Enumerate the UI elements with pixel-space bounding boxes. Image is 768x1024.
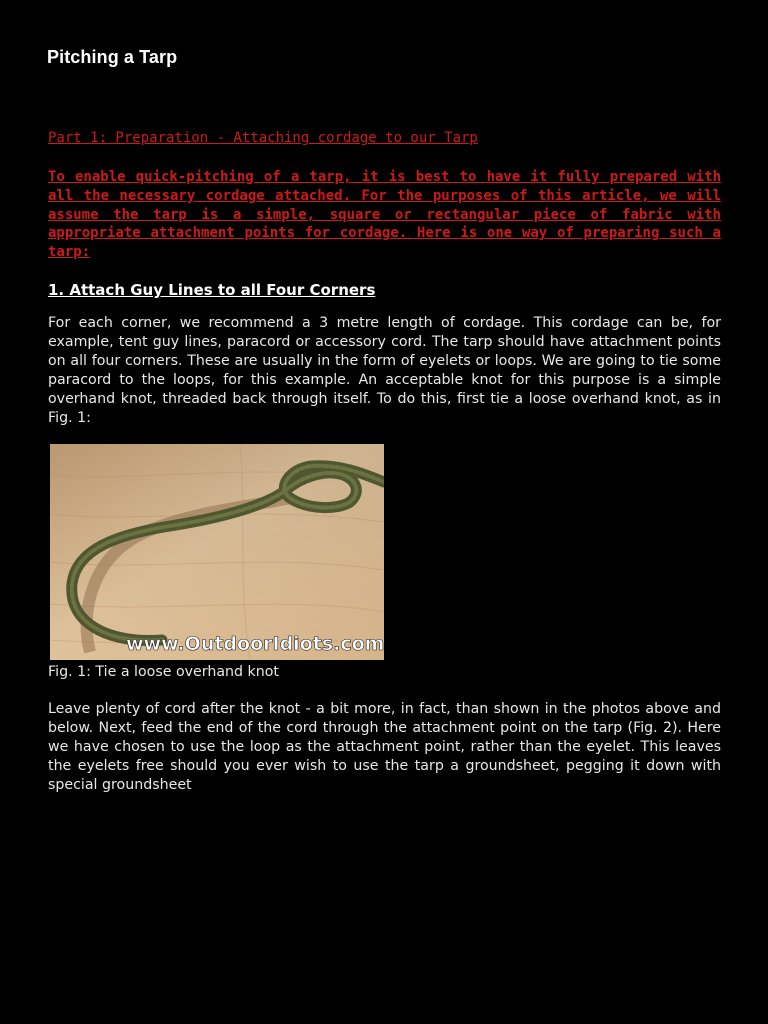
document-title: Pitching a Tarp: [47, 47, 178, 67]
document-content: [48, 128, 721, 795]
step-heading: 1. Attach Guy Lines to all Four Corners: [48, 280, 376, 299]
paragraph-1: For each corner, we recommend a 3 metre length of cordage. This cordage can be, for example, tent guy lines, paracord or accessory cord. The tarp should have attachment points on all four corners. These are usually in the form of eyelets or loops. We are going to tie some paracord to the loops, for this example. An acceptable knot for this purpose is a simple overhand knot, threaded back through itself. To do this, first tie a loose overhand knot, as in Fig. 1:: [48, 314, 721, 426]
part-heading-link[interactable]: Part 1: Preparation - Attaching cordage to our Tarp: [48, 130, 478, 146]
intro-link[interactable]: To enable quick-pitching of a tarp, it is best to have it fully prepared with all the necessary cordage attached. For the purposes of this article, we will assume the tarp is a simple, square or rectangular piece of fabric with appropriate attachment points for cordage. Here is one way of preparing such a tarp:: [48, 169, 721, 261]
figure-1-caption: Fig. 1: Tie a loose overhand knot: [48, 663, 279, 680]
figure-watermark: www.OutdoorIdiots.com: [126, 632, 384, 655]
paragraph-2: Leave plenty of cord after the knot - a bit more, in fact, than shown in the photos above and below. Next, feed the end of the cord through the attachment point on the tarp (Fig. 2). Here we have chosen to use the loop as the attachment point, rather than the eyelet. This leaves the eyelets free should you ever wish to use the tarp a groundsheet, pegging it down with special groundsheet: [48, 700, 721, 793]
knot-photo-image: [50, 444, 384, 660]
figure-1-photo: [50, 444, 384, 660]
